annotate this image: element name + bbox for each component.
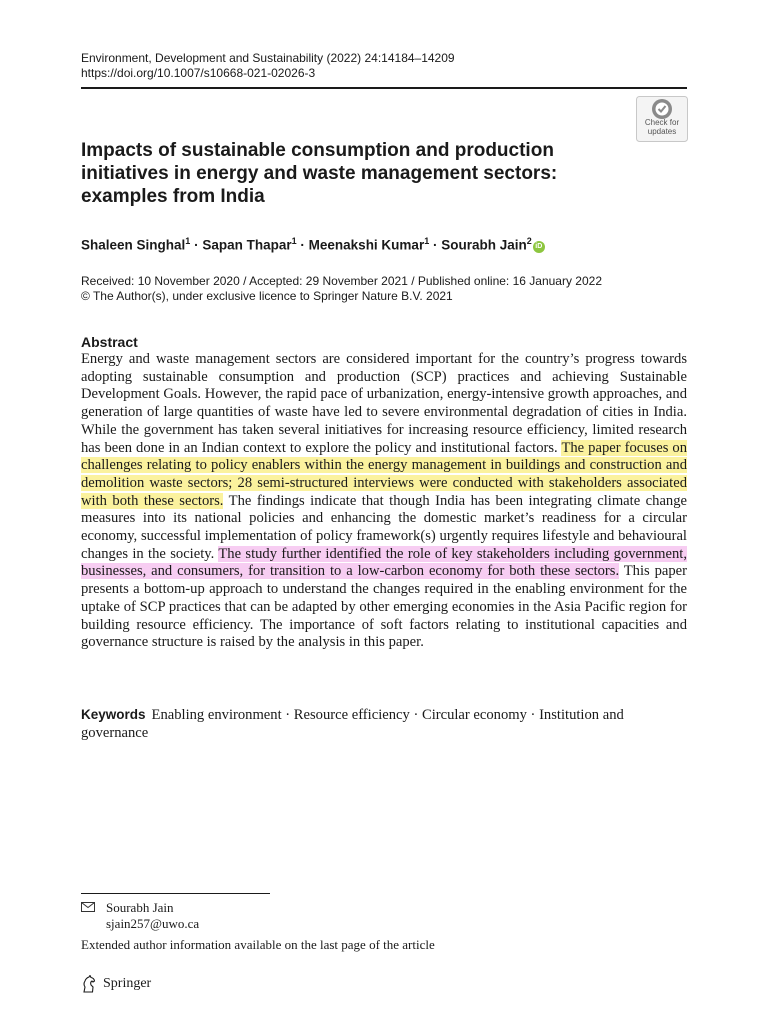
abstract-heading: Abstract bbox=[81, 334, 138, 350]
corresponding-author-name: Sourabh Jain bbox=[106, 900, 174, 915]
author-name[interactable]: Sapan Thapar bbox=[202, 237, 292, 253]
keywords-label: Keywords bbox=[81, 707, 146, 722]
header-rule bbox=[81, 87, 687, 89]
extended-info-note: Extended author information available on the last page of the article bbox=[81, 937, 435, 952]
highlight-pink[interactable]: The study further identified the role of key stakeholders including government, businesses, and consumers, for transition to a low-carbon economy for both these sectors. bbox=[81, 545, 687, 580]
highlight-yellow[interactable]: The paper focuses on challenges relating to policy enablers within the energy management in buildings and construction and demolition waste sectors; 28 semi-structured interviews were conducted with stakeholders associated with both these sectors. bbox=[81, 439, 687, 509]
affiliation-marker: 1 bbox=[291, 236, 297, 246]
author-list bbox=[81, 232, 545, 255]
affiliation-marker: 1 bbox=[424, 236, 430, 246]
abstract-text: Energy and waste management sectors are considered important for the country’s progress towards adopting sustainable consumption and production (SCP) practices and achieving Sustainable Development Goals. However, the rapid pace of urbanization, energy-intensive growth approaches, and generation of large quantities of waste have led to severe environmental degradation of cities in India. While the government has taken several initiatives for increasing resource efficiency, limited research has been done in an Indian context to explore the policy and institutional factors. bbox=[81, 351, 687, 456]
check-for-updates-label: Check for updates bbox=[644, 118, 680, 136]
abstract-body bbox=[81, 351, 687, 652]
publisher-name: Springer bbox=[103, 976, 152, 991]
footnote-rule bbox=[81, 893, 270, 894]
copyright-line: © The Author(s), under exclusive licence to Springer Nature B.V. 2021 bbox=[81, 289, 453, 303]
abstract-text: This paper presents a bottom-up approach to understand the changes required in the enabling environment for the uptake of SCP practices that can be adapted by other emerging economies in the Asia Pacific region for building resource efficiency. The importance of soft factors relating to institutional capacities and governance structure is raised by the analysis in this paper. bbox=[81, 563, 687, 651]
dates-line: Received: 10 November 2020 / Accepted: 29 November 2021 / Published online: 16 January 2022 bbox=[81, 274, 603, 288]
keywords-text: Enabling environment · Resource efficiency · Circular economy · Institution and governance bbox=[81, 707, 624, 741]
publication-history bbox=[81, 274, 602, 304]
author-name[interactable]: Meenakshi Kumar bbox=[308, 237, 425, 253]
check-for-updates-badge[interactable] bbox=[636, 96, 688, 142]
author-separator: · bbox=[432, 237, 438, 253]
corresponding-author-email[interactable]: sjain257@uwo.ca bbox=[106, 916, 200, 931]
author-separator: · bbox=[194, 237, 199, 253]
journal-header bbox=[81, 51, 455, 81]
author-name[interactable]: Sourabh Jain bbox=[441, 237, 527, 253]
journal-citation: Environment, Development and Sustainability (2022) 24:14184–14209 bbox=[81, 51, 455, 65]
affiliation-marker: 1 bbox=[185, 236, 191, 246]
author-separator: · bbox=[300, 237, 305, 253]
affiliation-marker: 2 bbox=[526, 236, 532, 246]
orcid-icon[interactable]: iD bbox=[533, 241, 545, 253]
doi-link[interactable]: https://doi.org/10.1007/s10668-021-02026-3 bbox=[81, 66, 316, 80]
springer-horse-icon bbox=[81, 975, 97, 993]
abstract-text: The findings indicate that though India has been integrating climate change measures into its national policies and enhancing the domestic market’s readiness for a circular economy, successful implementation of policy framework(s) urgently requires lifestyle and behavioural changes in the society. bbox=[81, 492, 687, 562]
keywords-section bbox=[81, 706, 687, 742]
paper-title: Impacts of sustainable consumption and production initiatives in energy and waste management sectors: examples from India bbox=[81, 140, 558, 207]
envelope-icon bbox=[81, 902, 95, 912]
author-name[interactable]: Shaleen Singhal bbox=[81, 237, 186, 253]
